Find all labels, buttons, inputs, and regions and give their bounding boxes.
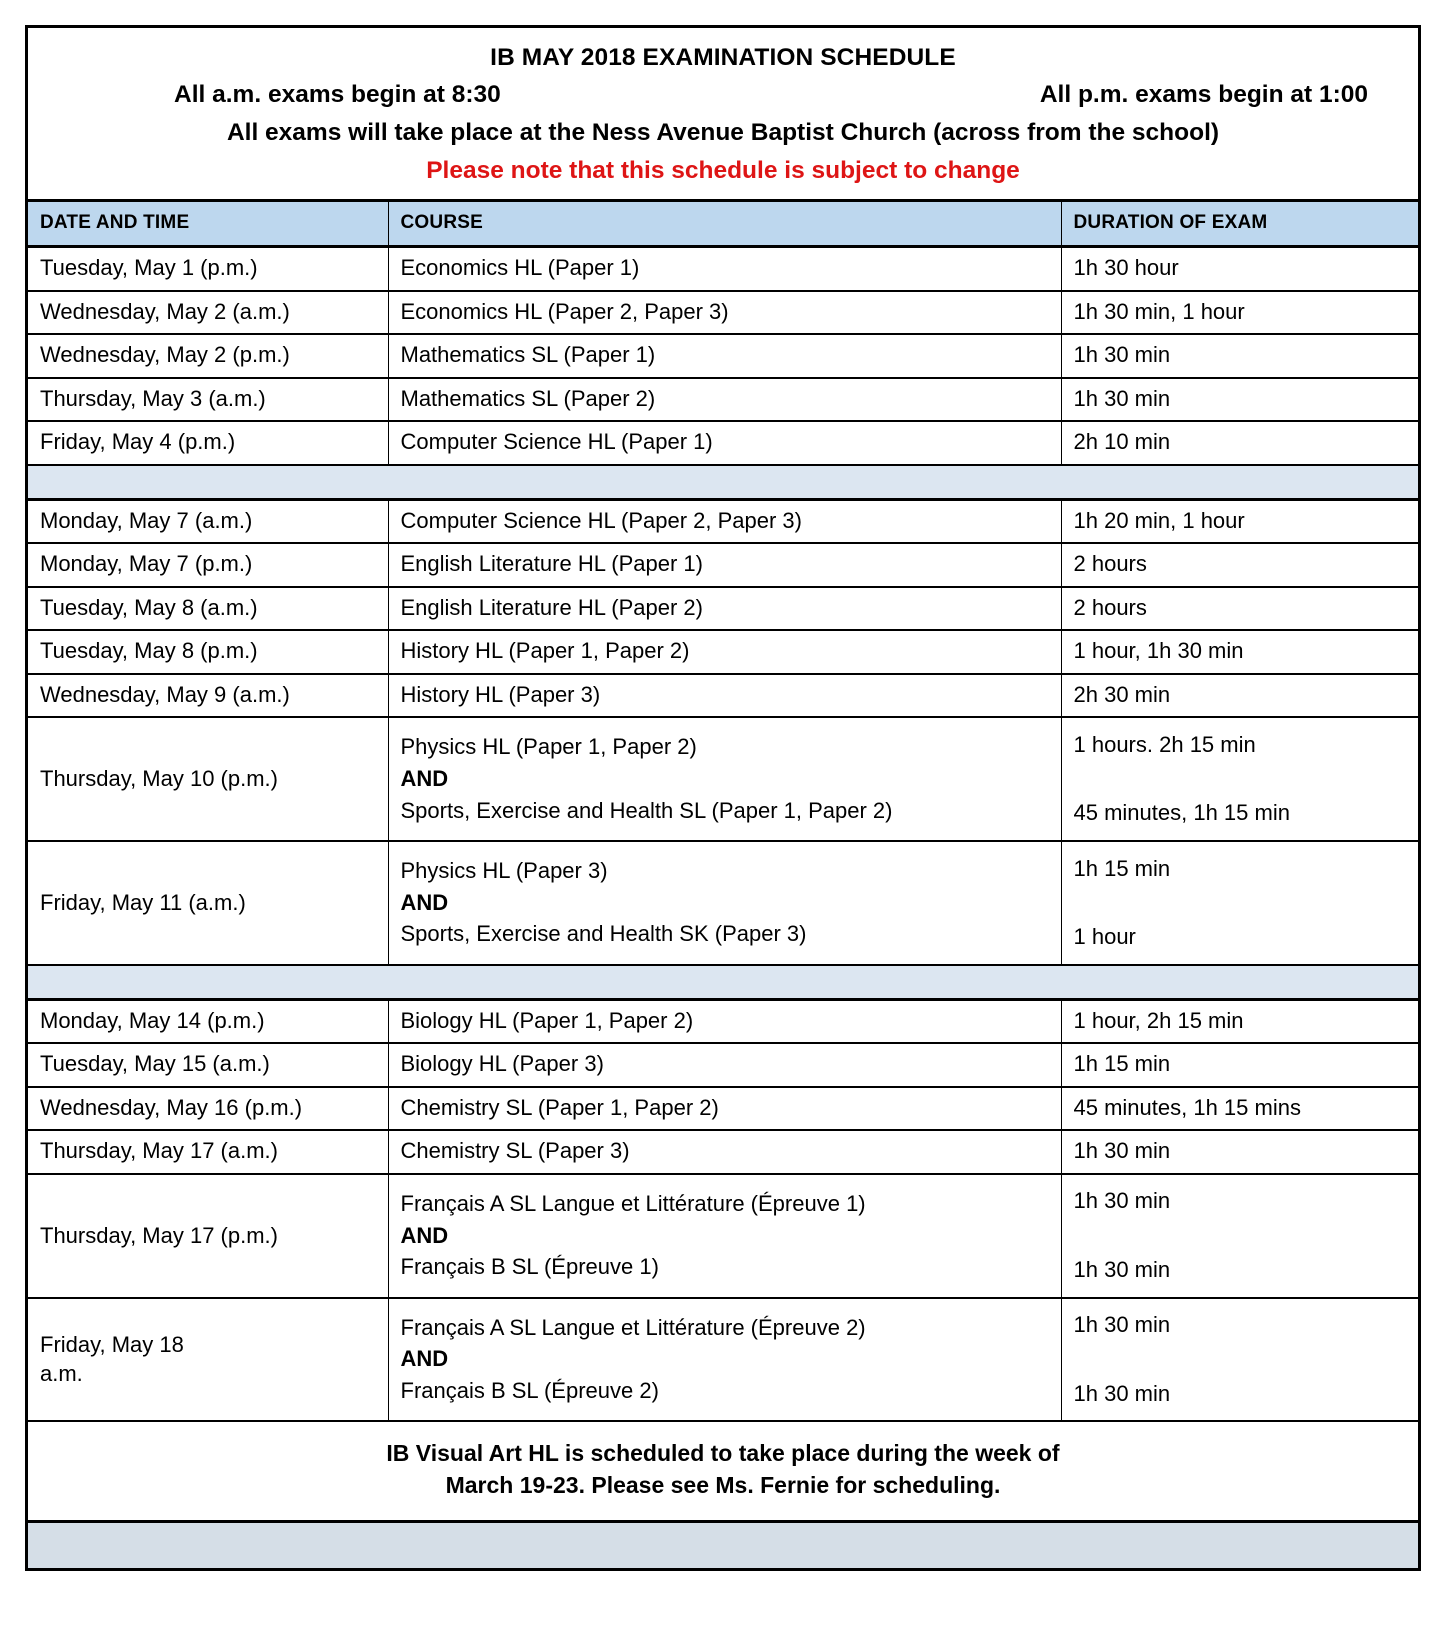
- bottom-separator-cell: [28, 1521, 1418, 1569]
- footer-note-row: [28, 1421, 1418, 1521]
- cell-date: Monday, May 7 (p.m.): [28, 543, 388, 587]
- pm-start-note: All p.m. exams begin at 1:00: [1039, 81, 1368, 109]
- cell-duration-combined: [1061, 1298, 1418, 1422]
- visual-art-note-line-1: IB Visual Art HL is scheduled to take place during the week of: [386, 1440, 1060, 1467]
- duration-line-primary: 1 hours. 2h 15 min: [1073, 731, 1256, 757]
- cell-date: Tuesday, May 8 (p.m.): [28, 630, 388, 674]
- course-line-secondary: Sports, Exercise and Health SL (Paper 1, Paper 2): [400, 797, 893, 823]
- course-line-primary: Français A SL Langue et Littérature (Épreuve 1): [400, 1190, 866, 1216]
- table-row: [28, 334, 1418, 378]
- cell-course: Biology HL (Paper 1, Paper 2): [388, 999, 1061, 1043]
- cell-duration-combined: [1061, 841, 1418, 965]
- cell-date: Wednesday, May 2 (p.m.): [28, 334, 388, 378]
- cell-course: Mathematics SL (Paper 1): [388, 334, 1061, 378]
- cell-duration-combined: [1061, 1174, 1418, 1298]
- schedule-change-notice: Please note that this schedule is subject to change: [426, 157, 1020, 185]
- table-row: [28, 543, 1418, 587]
- duration-line-secondary: 1h 30 min: [1073, 1256, 1171, 1282]
- cell-course-combined: [388, 841, 1061, 965]
- table-row: [28, 587, 1418, 631]
- course-line-secondary: Français B SL (Épreuve 2): [400, 1377, 659, 1403]
- cell-course-combined: [388, 717, 1061, 841]
- table-row: [28, 630, 1418, 674]
- cell-duration-combined: [1061, 717, 1418, 841]
- table-row: [28, 378, 1418, 422]
- week-separator-row: [28, 965, 1418, 999]
- cell-course: Economics HL (Paper 2, Paper 3): [388, 291, 1061, 335]
- course-conjunction: AND: [400, 889, 449, 915]
- table-row: [28, 421, 1418, 465]
- visual-art-note: [28, 1421, 1418, 1521]
- cell-course: Computer Science HL (Paper 1): [388, 421, 1061, 465]
- week-separator-cell: [28, 465, 1418, 499]
- cell-date: Thursday, May 10 (p.m.): [28, 717, 388, 841]
- cell-course: History HL (Paper 3): [388, 674, 1061, 718]
- duration-spacer: [1074, 1340, 1409, 1380]
- cell-duration: 1h 30 min: [1061, 1130, 1418, 1174]
- duration-line-primary: 1h 15 min: [1073, 855, 1171, 881]
- cell-date: Wednesday, May 16 (p.m.): [28, 1087, 388, 1131]
- cell-course: History HL (Paper 1, Paper 2): [388, 630, 1061, 674]
- table-row-combined: [28, 1174, 1418, 1298]
- cell-course: English Literature HL (Paper 2): [388, 587, 1061, 631]
- course-conjunction: AND: [400, 1222, 449, 1248]
- cell-course-combined: [388, 1174, 1061, 1298]
- cell-date: Friday, May 11 (a.m.): [28, 841, 388, 965]
- cell-duration: 1 hour, 1h 30 min: [1061, 630, 1418, 674]
- table-row: [28, 499, 1418, 543]
- duration-line-secondary: 1 hour: [1073, 924, 1136, 950]
- cell-duration: 2h 10 min: [1061, 421, 1418, 465]
- duration-spacer: [1074, 1216, 1409, 1256]
- duration-line-secondary: 45 minutes, 1h 15 min: [1073, 800, 1290, 826]
- cell-date-two-line: [28, 1298, 388, 1422]
- table-header-row: [28, 202, 1418, 246]
- bottom-separator-row: [28, 1521, 1418, 1569]
- course-line-primary: Physics HL (Paper 3): [400, 858, 608, 884]
- cell-date: Thursday, May 17 (p.m.): [28, 1174, 388, 1298]
- column-header-duration: DURATION OF EXAM: [1061, 202, 1418, 246]
- course-line-secondary: Français B SL (Épreuve 1): [400, 1254, 659, 1280]
- cell-duration: 2 hours: [1061, 587, 1418, 631]
- cell-course-combined: [388, 1298, 1061, 1422]
- course-line-primary: Physics HL (Paper 1, Paper 2): [400, 734, 697, 760]
- week-separator-cell: [28, 965, 1418, 999]
- cell-course: Biology HL (Paper 3): [388, 1043, 1061, 1087]
- cell-date: Monday, May 14 (p.m.): [28, 999, 388, 1043]
- cell-date: Thursday, May 17 (a.m.): [28, 1130, 388, 1174]
- table-row: [28, 674, 1418, 718]
- course-line-secondary: Sports, Exercise and Health SK (Paper 3): [400, 921, 807, 947]
- cell-duration: 2h 30 min: [1061, 674, 1418, 718]
- cell-date: Monday, May 7 (a.m.): [28, 499, 388, 543]
- cell-duration: 1h 20 min, 1 hour: [1061, 499, 1418, 543]
- table-row-combined: [28, 1298, 1418, 1422]
- date-line-2: a.m.: [40, 1360, 83, 1386]
- visual-art-note-line-2: March 19-23. Please see Ms. Fernie for scheduling.: [445, 1472, 1001, 1499]
- cell-date: Wednesday, May 2 (a.m.): [28, 291, 388, 335]
- exam-start-times: [44, 73, 1402, 111]
- table-row: [28, 247, 1418, 291]
- course-conjunction: AND: [400, 766, 449, 792]
- column-header-date: DATE AND TIME: [28, 202, 388, 246]
- cell-course: Chemistry SL (Paper 3): [388, 1130, 1061, 1174]
- cell-date: Wednesday, May 9 (a.m.): [28, 674, 388, 718]
- duration-line-primary: 1h 30 min: [1073, 1311, 1171, 1337]
- cell-duration: 1h 30 hour: [1061, 247, 1418, 291]
- cell-duration: 1h 15 min: [1061, 1043, 1418, 1087]
- duration-line-secondary: 1h 30 min: [1073, 1380, 1171, 1406]
- am-start-note: All a.m. exams begin at 8:30: [174, 81, 501, 109]
- cell-date: Thursday, May 3 (a.m.): [28, 378, 388, 422]
- course-line-primary: Français A SL Langue et Littérature (Épreuve 2): [400, 1314, 866, 1340]
- duration-spacer: [1074, 759, 1409, 799]
- cell-date: Tuesday, May 15 (a.m.): [28, 1043, 388, 1087]
- table-row-combined: [28, 841, 1418, 965]
- table-row: [28, 1130, 1418, 1174]
- cell-course: Mathematics SL (Paper 2): [388, 378, 1061, 422]
- cell-date: Tuesday, May 1 (p.m.): [28, 247, 388, 291]
- cell-duration: 2 hours: [1061, 543, 1418, 587]
- column-header-course: COURSE: [388, 202, 1061, 246]
- date-line-1: Friday, May 18: [40, 1331, 184, 1357]
- table-row: [28, 1087, 1418, 1131]
- exam-schedule-table: [28, 202, 1418, 1571]
- table-row: [28, 999, 1418, 1043]
- cell-date: Friday, May 4 (p.m.): [28, 421, 388, 465]
- week-separator-row: [28, 465, 1418, 499]
- cell-course: Economics HL (Paper 1): [388, 247, 1061, 291]
- cell-duration: 1h 30 min, 1 hour: [1061, 291, 1418, 335]
- duration-spacer: [1074, 883, 1409, 923]
- cell-date: Tuesday, May 8 (a.m.): [28, 587, 388, 631]
- cell-duration: 1h 30 min: [1061, 334, 1418, 378]
- duration-line-primary: 1h 30 min: [1073, 1188, 1171, 1214]
- table-row: [28, 1043, 1418, 1087]
- cell-course: Chemistry SL (Paper 1, Paper 2): [388, 1087, 1061, 1131]
- exam-location-note: All exams will take place at the Ness Avenue Baptist Church (across from the school): [226, 118, 1220, 146]
- cell-course: Computer Science HL (Paper 2, Paper 3): [388, 499, 1061, 543]
- cell-duration: 45 minutes, 1h 15 mins: [1061, 1087, 1418, 1131]
- cell-duration: 1h 30 min: [1061, 378, 1418, 422]
- exam-schedule-page: [25, 25, 1421, 1571]
- cell-course: English Literature HL (Paper 1): [388, 543, 1061, 587]
- table-row-combined: [28, 717, 1418, 841]
- cell-duration: 1 hour, 2h 15 min: [1061, 999, 1418, 1043]
- page-title: IB MAY 2018 EXAMINATION SCHEDULE: [490, 44, 956, 71]
- course-conjunction: AND: [400, 1346, 449, 1372]
- table-row: [28, 291, 1418, 335]
- document-header: [28, 28, 1418, 202]
